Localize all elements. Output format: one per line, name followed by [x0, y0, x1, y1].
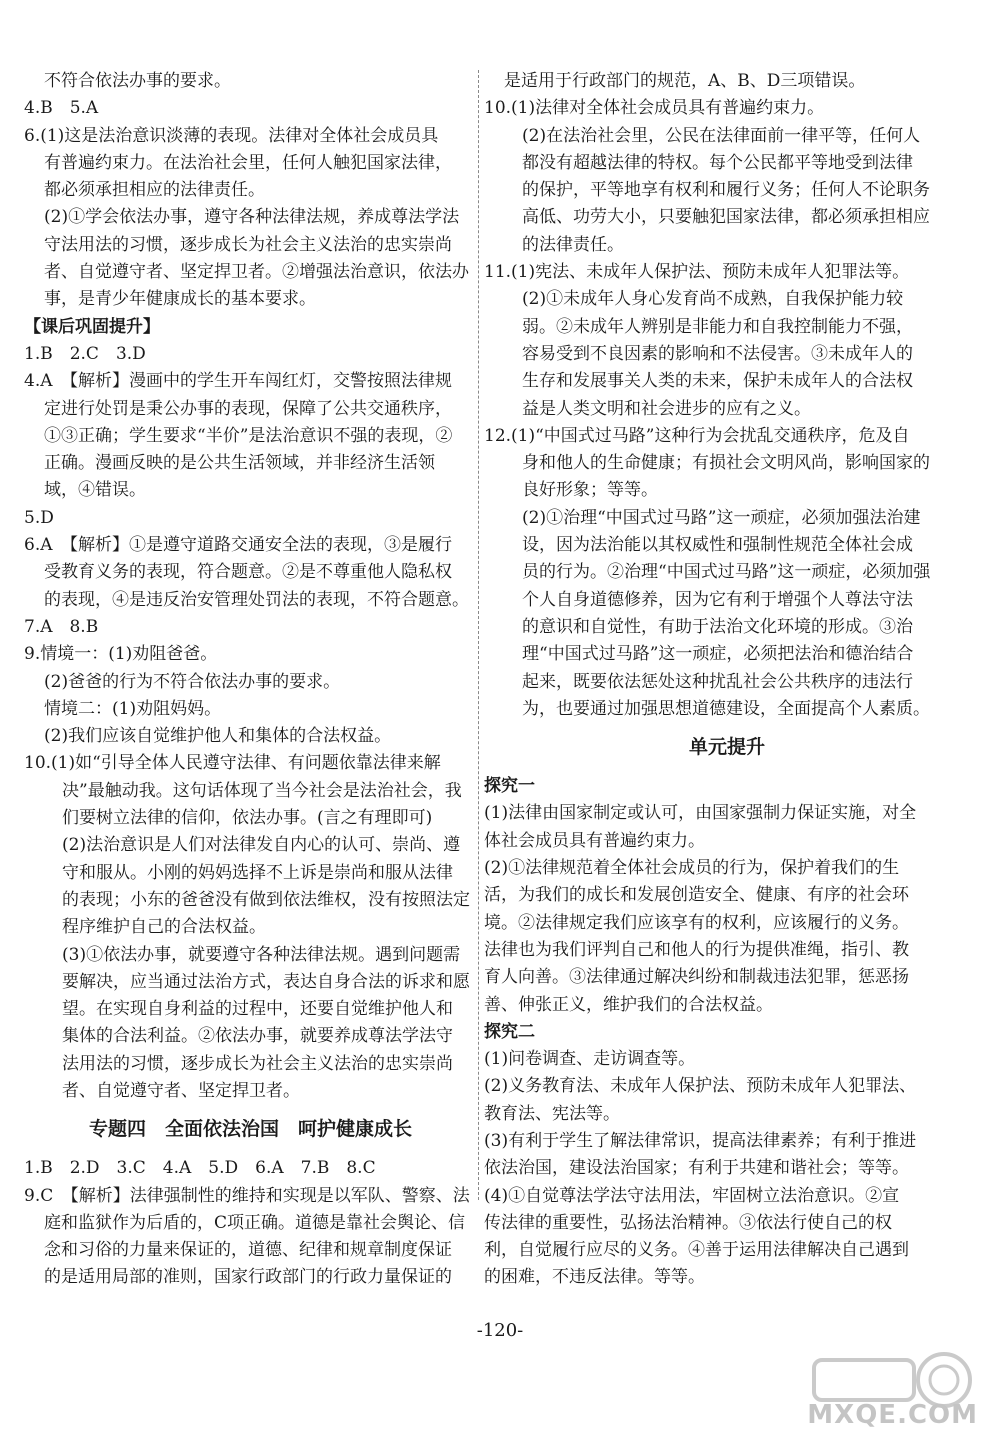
- text-line: 都必须承担相应的法律责任。: [44, 180, 265, 201]
- text-line: 的表现；小东的爸爸没有做到依法维权，没有按照法定: [62, 889, 470, 910]
- right-column: [484, 68, 970, 1292]
- text-line: 理“中国式过马路”这一顽症，必须把法治和德治结合: [522, 644, 914, 665]
- text-line: 庭和监狱作为后盾的，C项正确。道德是靠社会舆论、信: [44, 1212, 466, 1233]
- text-line: 设，因为法治能以其权威性和强制性规范全体社会成: [522, 535, 913, 556]
- text-line: 1.B 2.C 3.D: [24, 343, 146, 364]
- text-line: 教育法、宪法等。: [484, 1103, 620, 1124]
- text-line: 4.A 【解析】漫画中的学生开车闯红灯，交警按照法律规: [24, 371, 452, 392]
- text-line: 12.(1)“中国式过马路”这种行为会扰乱交通秩序，危及自: [484, 425, 910, 446]
- text-line: (2)①未成年人身心发育尚不成熟，自我保护能力较: [522, 289, 904, 310]
- text-line: (2)我们应该自觉维护他人和集体的合法权益。: [44, 726, 392, 747]
- text-line: 不符合依法办事的要求。: [44, 71, 231, 91]
- text-line: 9.C 【解析】法律强制性的维持和实现是以军队、警察、法: [24, 1185, 470, 1206]
- section-title: 专题四 全面依法治国 呵护健康成长: [88, 1118, 412, 1141]
- text-line: 法用法的习惯，逐步成长为社会主义法治的忠实崇尚: [62, 1053, 453, 1074]
- text-line: (1)法律由国家制定或认可，由国家强制力保证实施，对全: [484, 803, 917, 824]
- text-line: 7.A 8.B: [24, 616, 99, 637]
- text-line: 域，④错误。: [44, 480, 146, 501]
- text-line: 要解决，应当通过法治方式，表达自身合法的诉求和愿: [62, 971, 470, 992]
- text-line: 6.A 【解析】①是遵守道路交通安全法的表现，③是履行: [24, 535, 452, 556]
- text-line: (3)①依法办事，就要遵守各种法律法规。遇到问题需: [62, 944, 461, 965]
- text-line: 10.(1)法律对全体社会成员具有普遍约束力。: [484, 98, 825, 119]
- text-line: (2)法治意识是人们对法律发自内心的认可、崇尚、遵: [62, 835, 461, 856]
- text-line: 11.(1)宪法、未成年人保护法、预防未成年人犯罪法等。: [484, 262, 910, 283]
- text-line: 为，也要通过加强思想道德建设，全面提高个人素质。: [522, 698, 930, 719]
- text-line: 5.D: [24, 507, 54, 528]
- text-line: 情境二：(1)劝阻妈妈。: [44, 698, 222, 719]
- text-line: 是适用于行政部门的规范，A、B、D三项错误。: [504, 71, 866, 91]
- text-line: (2)①学会依法办事，遵守各种法律法规，养成尊法学法: [44, 207, 460, 228]
- text-line: 者、自觉遵守者、坚定捍卫者。: [62, 1080, 300, 1101]
- section-heading: 探究二: [484, 1021, 535, 1042]
- text-line: 的法律责任。: [522, 234, 624, 255]
- text-line: 育人向善。③法律通过解决纠纷和制裁违法犯罪，惩恶扬: [484, 967, 909, 988]
- text-line: (2)①法律规范着全体社会成员的行为，保护着我们的生: [484, 858, 900, 879]
- text-line: 弱。②未成年人辨别是非能力和自我控制能力不强，: [522, 316, 913, 337]
- watermark-text: MXQE.COM: [807, 1400, 978, 1430]
- section-heading: 探究一: [484, 776, 535, 797]
- text-line: 活，为我们的成长和发展创造安全、健康、有序的社会环: [484, 885, 909, 906]
- text-line: (2)在法治社会里，公民在法律面前一律平等，任何人: [522, 125, 921, 146]
- text-line: 传法律的重要性，弘扬法治精神。③依法行使自己的权: [484, 1212, 892, 1233]
- text-line: 良好形象；等等。: [522, 480, 658, 501]
- watermark-logo: [794, 1346, 984, 1436]
- text-line: 都没有超越法律的特权。每个公民都平等地受到法律: [522, 152, 913, 173]
- text-line: 生存和发展事关人类的未来，保护未成年人的合法权: [522, 371, 913, 392]
- text-line: (2)①治理“中国式过马路”这一顽症，必须加强法治建: [522, 507, 921, 528]
- text-line: 益是人类文明和社会进步的应有之义。: [522, 398, 811, 419]
- text-line: 高低、功劳大小，只要触犯国家法律，都必须承担相应: [522, 207, 930, 228]
- text-line: 正确。漫画反映的是公共生活领域，并非经济生活领: [44, 453, 435, 474]
- text-line: 10.(1)如“引导全体人民遵守法律、有问题依靠法律来解: [24, 753, 441, 774]
- column-divider: [478, 70, 479, 1200]
- text-line: 的意识和自觉性，有助于法治文化环境的形成。③治: [522, 616, 913, 637]
- left-column: [24, 68, 477, 1292]
- text-line: 的是适用局部的准则，国家行政部门的行政力量保证的: [44, 1267, 452, 1288]
- text-line: 有普遍约束力。在法治社会里，任何人触犯国家法律，: [44, 152, 452, 173]
- text-line: 念和习俗的力量来保证的，道德、纪律和规章制度保证: [44, 1240, 452, 1261]
- text-line: 6.(1)这是法治意识淡薄的表现。法律对全体社会成员具: [24, 125, 439, 146]
- text-line: (1)问卷调查、走访调查等。: [484, 1049, 696, 1070]
- text-line: 受教育义务的表现，符合题意。②是不尊重他人隐私权: [44, 562, 452, 583]
- text-line: 身和他人的生命健康；有损社会文明风尚，影响国家的: [522, 453, 930, 474]
- text-line: 4.B 5.A: [24, 98, 99, 119]
- text-line: (2)义务教育法、未成年人保护法、预防未成年人犯罪法、: [484, 1076, 917, 1097]
- text-line: 的困难，不违反法律。等等。: [484, 1267, 705, 1288]
- text-line: 程序维护自己的合法权益。: [62, 917, 266, 938]
- text-line: 法律也为我们评判自己和他人的行为提供准绳，指引、教: [484, 939, 909, 960]
- text-line: (3)有利于学生了解法律常识，提高法律素养；有利于推进: [484, 1130, 917, 1151]
- text-line: 事，是青少年健康成长的基本要求。: [44, 289, 316, 310]
- text-line: 集体的合法利益。②依法办事，就要养成尊法学法守: [62, 1026, 453, 1047]
- text-line: 的保护，平等地享有权利和履行义务；任何人不论职务: [522, 180, 930, 201]
- text-line: 9.情境一：(1)劝阻爸爸。: [24, 644, 218, 665]
- text-line: 容易受到不良因素的影响和不法侵害。③未成年人的: [522, 343, 913, 364]
- text-line: 个人自身道德修养，因为它有利于增强个人尊法守法: [522, 589, 913, 610]
- text-line: 起来，既要依法惩处这种扰乱社会公共秩序的违法行: [522, 671, 913, 692]
- page-number: -120-: [476, 1320, 524, 1341]
- text-line: 望。在实现自身利益的过程中，还要自觉维护他人和: [62, 999, 453, 1020]
- text-line: ①③正确；学生要求“半价”是法治意识不强的表现，②: [44, 425, 453, 446]
- section-title: 单元提升: [688, 736, 765, 759]
- text-line: 境。②法律规定我们应该享有的权利，应该履行的义务。: [484, 912, 909, 933]
- text-line: 定进行处罚是秉公办事的表现，保障了公共交通秩序，: [44, 398, 452, 419]
- text-line: 者、自觉遵守者、坚定捍卫者。②增强法治意识，依法办: [44, 262, 469, 283]
- text-line: 们要树立法律的信仰，依法办事。(言之有理即可): [62, 808, 433, 829]
- text-line: 决”最触动我。这句话体现了当今社会是法治社会，我: [62, 780, 462, 801]
- section-heading: 【课后巩固提升】: [24, 316, 160, 337]
- text-line: 利，自觉履行应尽的义务。④善于运用法律解决自己遇到: [484, 1240, 909, 1261]
- text-line: 守法用法的习惯，逐步成长为社会主义法治的忠实崇尚: [44, 234, 452, 255]
- text-line: (2)爸爸的行为不符合依法办事的要求。: [44, 671, 341, 692]
- text-line: 体社会成员具有普遍约束力。: [484, 830, 705, 851]
- text-line: 依法治国，建设法治国家；有利于共建和谐社会；等等。: [484, 1158, 909, 1179]
- text-line: 善、伸张正义，维护我们的合法权益。: [484, 994, 773, 1015]
- text-line: 守和服从。小刚的妈妈选择不上诉是崇尚和服从法律: [62, 862, 453, 883]
- text-line: 1.B 2.D 3.C 4.A 5.D 6.A 7.B 8.C: [24, 1158, 376, 1179]
- text-line: 员的行为。②治理“中国式过马路”这一顽症，必须加强: [522, 562, 931, 583]
- text-line: (4)①自觉尊法学法守法用法，牢固树立法治意识。②宣: [484, 1185, 900, 1206]
- text-line: 的表现，④是违反治安管理处罚法的表现，不符合题意。: [44, 589, 469, 610]
